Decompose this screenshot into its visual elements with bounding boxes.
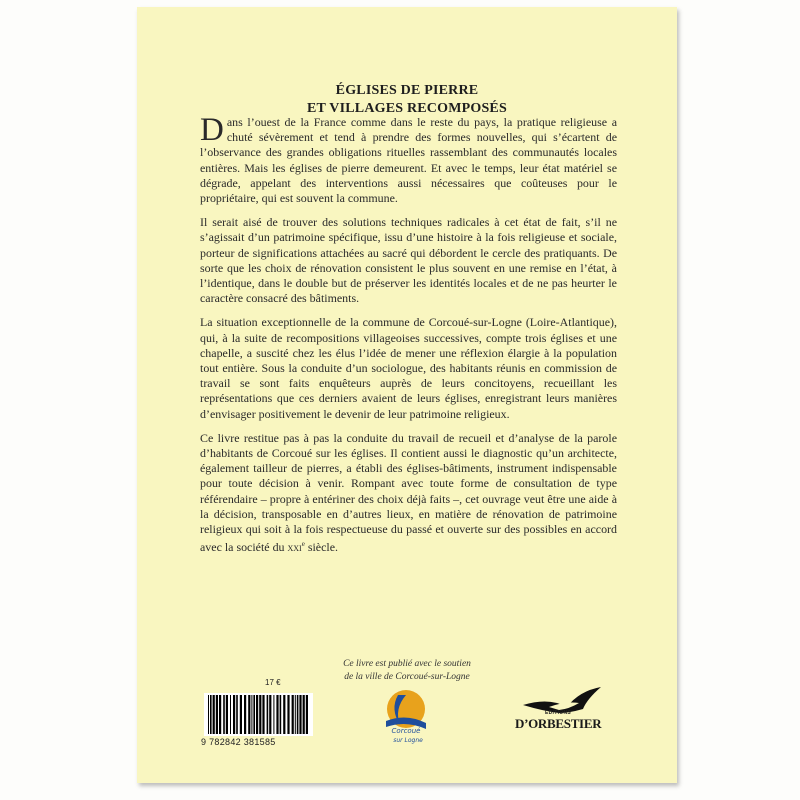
barcode-bar bbox=[299, 695, 301, 734]
barcode bbox=[204, 693, 313, 736]
barcode-bar bbox=[276, 695, 278, 734]
paragraph-4-end: siècle. bbox=[304, 540, 338, 555]
barcode-bar bbox=[280, 695, 282, 734]
century-numeral: xxi bbox=[287, 540, 302, 555]
barcode-bar bbox=[297, 695, 299, 734]
barcode-bar bbox=[213, 695, 215, 734]
century-superscript: e bbox=[301, 540, 305, 549]
title-line-1: ÉGLISES DE PIERRE bbox=[335, 83, 479, 98]
barcode-bar bbox=[216, 695, 218, 734]
barcode-bar bbox=[269, 695, 271, 734]
barcode-bar bbox=[244, 695, 246, 734]
corcoue-logo-line-1: Corcoué bbox=[391, 727, 421, 735]
paragraph-1-text: ans l’ouest de la France comme dans le reste du pays, la pratique religieuse a chuté sévèrement et tend à prendre des formes nouvelles, qui s’écartent de l’observance des grandes obligations rituelles rassemblant des communautés locales entières. Mais les églises de pierre demeurent. Et avec le temps, leur état matériel se dégrade, appelant des interventions aussi nécessaires que coûteuses pour le propriétaire, qui est souvent la commune. bbox=[200, 115, 617, 206]
barcode-bar bbox=[253, 695, 255, 734]
barcode-bar bbox=[273, 695, 274, 734]
drop-cap: D bbox=[200, 112, 224, 148]
barcode-bar bbox=[292, 695, 294, 734]
paragraph-3: La situation exceptionnelle de la commune de Corcoué-sur-Logne (Loire-Atlantique), qui, à la suite de recompositions villageoises successives, compte trois églises et une chapelle, a suscité chez les élus l’idée de mener une réflexion élargie à la population tout entière. Sous la conduite d’un sociologue, des habitants réunis en commission de travail se sont faits enquêteurs auprès de leurs concitoyens, recueillant les représentations que ces derniers avaient de leurs églises, enregistrant leurs manières d’envisager positivement le devenir de leur patrimoine religieux. bbox=[200, 315, 617, 421]
barcode-bar bbox=[248, 695, 250, 734]
barcode-bar bbox=[259, 695, 261, 734]
barcode-bar bbox=[233, 695, 235, 734]
barcode-bar bbox=[240, 695, 242, 734]
barcode-bar bbox=[226, 695, 228, 734]
barcode-bar bbox=[219, 695, 221, 734]
publisher-editions-label: EDITIONS bbox=[545, 710, 572, 716]
paragraph-1 bbox=[200, 112, 617, 206]
support-note-line-2: de la ville de Corcoué-sur-Logne bbox=[344, 672, 470, 682]
barcode-digits: 9 782842 381585 bbox=[201, 737, 276, 747]
barcode-bar bbox=[306, 695, 308, 734]
publisher-name: D’ORBESTIER bbox=[515, 716, 602, 731]
support-note bbox=[137, 658, 677, 684]
paragraph-4 bbox=[200, 431, 617, 556]
barcode-bar bbox=[230, 695, 231, 734]
barcode-bars bbox=[204, 693, 313, 736]
barcode-bar bbox=[262, 695, 264, 734]
barcode-bar bbox=[295, 695, 296, 734]
corcoue-logo bbox=[380, 687, 432, 747]
barcode-bar bbox=[210, 695, 212, 734]
barcode-bar bbox=[256, 695, 258, 734]
barcode-bar bbox=[223, 695, 225, 734]
support-note-line-1: Ce livre est publié avec le soutien bbox=[343, 659, 471, 669]
barcode-bar bbox=[208, 695, 209, 734]
paragraph-4-text: Ce livre restitue pas à pas la conduite du travail de recueil et d’analyse de la parole d’habitants de Corcoué sur les églises. Il contient aussi le diagnostic qu’un architecte, également tailleur de pierres, a établi des églises-bâtiments, instrument indispensable pour toute décision à venir. Rompant avec toute forme de consultation de type référendaire – propre à entériner des choix déjà faits –, cet ouvrage veut être une aide à la décision, transposable en d’autres lieux, en matière de rénovation de patrimoine religieux qui soit à la fois respectueuse du passé et ouverte sur des possibles en accord avec la société du bbox=[200, 430, 617, 555]
corcoue-logo-line-2: sur Logne bbox=[393, 737, 423, 744]
title-line-2: ET VILLAGES RECOMPOSÉS bbox=[307, 101, 507, 116]
paragraph-2: Il serait aisé de trouver des solutions techniques radicales à cet état de fait, s’il ne s’agissait d’un patrimoine spécifique, issu d’une histoire à la fois religieuse et sociale, porteur de significations attachées au sacré qui débordent le cercle des pratiquants. De sorte que les choix de rénovation consistent le plus souvent en une remise en l’état, à l’identique, dans le double but de préserver les identités locales et de ne pas heurter le caractère consacré des bâtiments. bbox=[200, 215, 617, 306]
price-label: 17 € bbox=[265, 678, 281, 687]
barcode-bar bbox=[236, 695, 238, 734]
book-back-cover bbox=[137, 7, 677, 783]
barcode-bar bbox=[287, 695, 289, 734]
blurb-text bbox=[200, 112, 617, 564]
barcode-bar bbox=[283, 695, 285, 734]
barcode-bar bbox=[303, 695, 305, 734]
barcode-bar bbox=[251, 695, 252, 734]
barcode-bar bbox=[267, 695, 269, 734]
